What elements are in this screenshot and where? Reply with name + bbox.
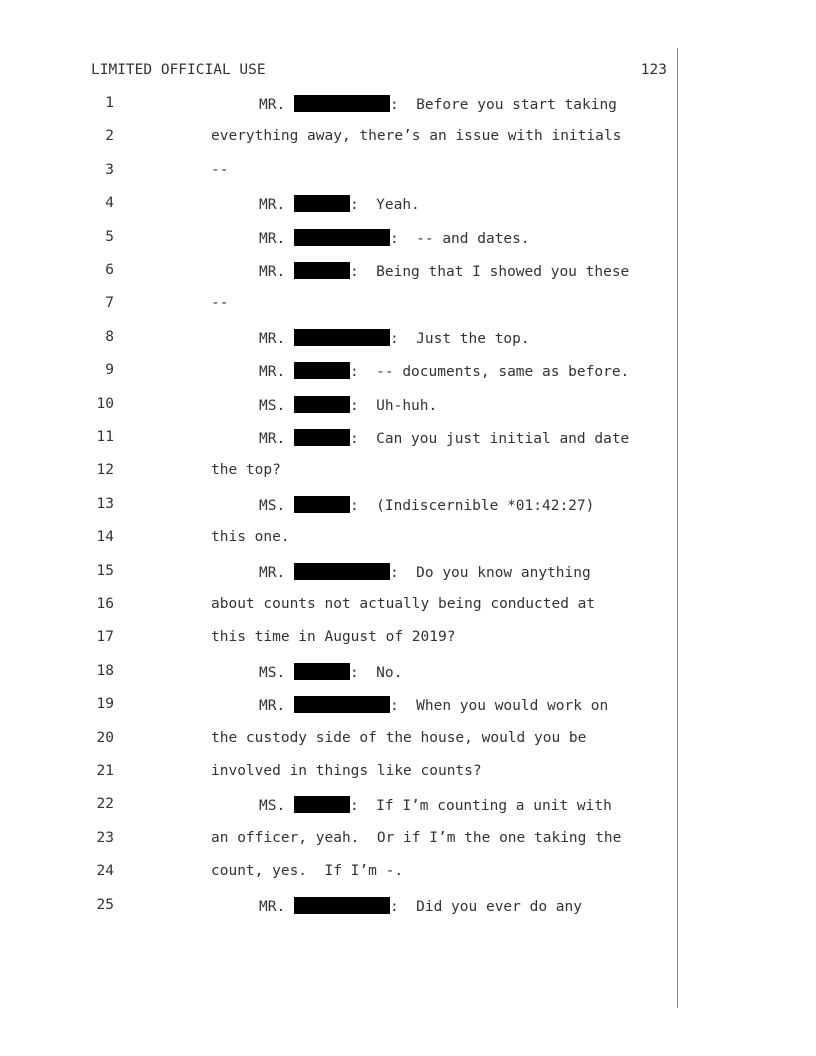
- utterance-text: : -- documents, same as before.: [349, 364, 630, 381]
- transcript-line: [0, 696, 680, 716]
- transcript-line: [0, 897, 680, 917]
- speaker-title: MR.: [259, 431, 286, 447]
- transcript-line: [0, 663, 680, 683]
- speaker-line-text: [259, 429, 629, 447]
- line-number: 7: [105, 295, 114, 312]
- utterance-text: : Just the top.: [389, 330, 530, 347]
- utterance-text: : Before you start taking: [389, 97, 617, 113]
- speaker-title: MR.: [259, 230, 286, 247]
- transcript-line: [0, 362, 680, 382]
- transcript-line: [0, 830, 680, 850]
- continuation-line-text: involved in things like counts?: [211, 763, 482, 779]
- transcript-line: [0, 262, 680, 282]
- utterance-text: : Can you just initial and date: [349, 431, 630, 447]
- line-number: 24: [96, 863, 114, 880]
- line-number: 19: [96, 696, 114, 713]
- transcript-line: [0, 229, 680, 249]
- transcript-line: [0, 629, 680, 649]
- continuation-line-text: the custody side of the house, would you be: [211, 729, 587, 746]
- redacted-name: [294, 663, 350, 680]
- transcript-line: [0, 396, 680, 416]
- redacted-name: [294, 262, 350, 279]
- continuation-line-text: the top?: [211, 462, 281, 479]
- utterance-text: : Do you know anything: [389, 564, 591, 581]
- transcript-line: [0, 295, 680, 315]
- line-number: 12: [96, 462, 114, 479]
- line-number: 17: [96, 629, 114, 646]
- utterance-text: : When you would work on: [389, 698, 609, 715]
- utterance-text: : No.: [349, 664, 403, 681]
- redacted-name: [294, 195, 350, 212]
- transcript-line: [0, 796, 680, 816]
- line-number: 23: [96, 829, 114, 846]
- speaker-line-text: [259, 329, 530, 347]
- transcript-line: [0, 763, 680, 783]
- transcript-line: [0, 863, 680, 883]
- utterance-text: : Did you ever do any: [389, 898, 582, 915]
- speaker-line-text: [259, 195, 420, 213]
- line-number: 25: [96, 896, 114, 913]
- line-number: 10: [96, 395, 114, 412]
- speaker-title: MR.: [259, 898, 286, 915]
- transcript-line: [0, 730, 680, 750]
- speaker-title: MS.: [259, 798, 286, 815]
- transcript-line: [0, 95, 680, 115]
- utterance-text: : Yeah.: [349, 197, 420, 214]
- speaker-title: MS.: [259, 397, 286, 414]
- redacted-name: [294, 897, 390, 914]
- line-number: 8: [105, 328, 114, 345]
- continuation-line-text: count, yes. If I’m -.: [211, 863, 404, 880]
- redacted-name: [294, 396, 350, 413]
- transcript-line: [0, 128, 680, 148]
- utterance-text: : (Indiscernible *01:42:27): [349, 497, 595, 514]
- speaker-line-text: [259, 229, 530, 247]
- speaker-title: MR.: [259, 330, 286, 347]
- line-number: 11: [96, 429, 114, 445]
- transcript-line: [0, 529, 680, 549]
- transcript-line: [0, 462, 680, 482]
- classification-header: LIMITED OFFICIAL USE: [91, 62, 266, 78]
- continuation-line-text: this time in August of 2019?: [211, 629, 456, 646]
- line-number: 2: [105, 128, 114, 145]
- speaker-line-text: [259, 563, 591, 581]
- transcript-line: [0, 596, 680, 616]
- redacted-name: [294, 696, 390, 713]
- speaker-line-text: [259, 796, 612, 814]
- line-number: 9: [105, 362, 114, 379]
- continuation-line-text: an officer, yeah. Or if I’m the one taking the: [211, 829, 622, 846]
- redacted-name: [294, 796, 350, 813]
- redacted-name: [294, 362, 350, 379]
- utterance-text: : Being that I showed you these: [349, 264, 630, 280]
- line-number: 15: [96, 562, 114, 579]
- line-number: 14: [96, 529, 114, 546]
- transcript-line: [0, 563, 680, 583]
- line-number: 4: [105, 195, 114, 212]
- line-number: 18: [96, 662, 114, 679]
- line-number: 6: [105, 262, 114, 278]
- line-number: 13: [96, 495, 114, 512]
- redacted-name: [294, 563, 390, 580]
- speaker-title: MS.: [259, 497, 286, 514]
- line-number: 21: [96, 763, 114, 779]
- transcript-line: [0, 496, 680, 516]
- line-number: 20: [96, 729, 114, 746]
- speaker-line-text: [259, 396, 437, 414]
- transcript-line: [0, 429, 680, 449]
- speaker-title: MR.: [259, 364, 286, 381]
- speaker-line-text: [259, 696, 608, 714]
- line-number: 1: [105, 95, 114, 111]
- speaker-line-text: [259, 496, 594, 514]
- speaker-title: MR.: [259, 197, 286, 214]
- line-number: 5: [105, 228, 114, 245]
- speaker-title: MR.: [259, 97, 286, 113]
- speaker-title: MR.: [259, 564, 286, 581]
- transcript-line: [0, 195, 680, 215]
- redacted-name: [294, 496, 350, 513]
- utterance-text: : Uh-huh.: [349, 397, 438, 414]
- speaker-title: MR.: [259, 698, 286, 715]
- speaker-line-text: [259, 897, 582, 915]
- continuation-line-text: --: [211, 161, 229, 178]
- redacted-name: [294, 429, 350, 446]
- line-number: 3: [105, 161, 114, 178]
- utterance-text: : -- and dates.: [389, 230, 530, 247]
- transcript-line: [0, 162, 680, 182]
- speaker-title: MR.: [259, 264, 286, 280]
- continuation-line-text: --: [211, 295, 229, 312]
- speaker-line-text: [259, 95, 617, 113]
- redacted-name: [294, 329, 390, 346]
- continuation-line-text: this one.: [211, 529, 290, 546]
- line-number: 16: [96, 596, 114, 612]
- speaker-line-text: [259, 262, 629, 280]
- redacted-name: [294, 229, 390, 246]
- speaker-line-text: [259, 362, 629, 380]
- redacted-name: [294, 95, 390, 112]
- page-number: 123: [640, 62, 667, 78]
- continuation-line-text: about counts not actually being conducted at: [211, 596, 596, 612]
- utterance-text: : If I’m counting a unit with: [349, 798, 612, 815]
- speaker-title: MS.: [259, 664, 286, 681]
- transcript-line: [0, 329, 680, 349]
- continuation-line-text: everything away, there’s an issue with initials: [211, 128, 622, 145]
- line-number: 22: [96, 796, 114, 813]
- speaker-line-text: [259, 663, 402, 681]
